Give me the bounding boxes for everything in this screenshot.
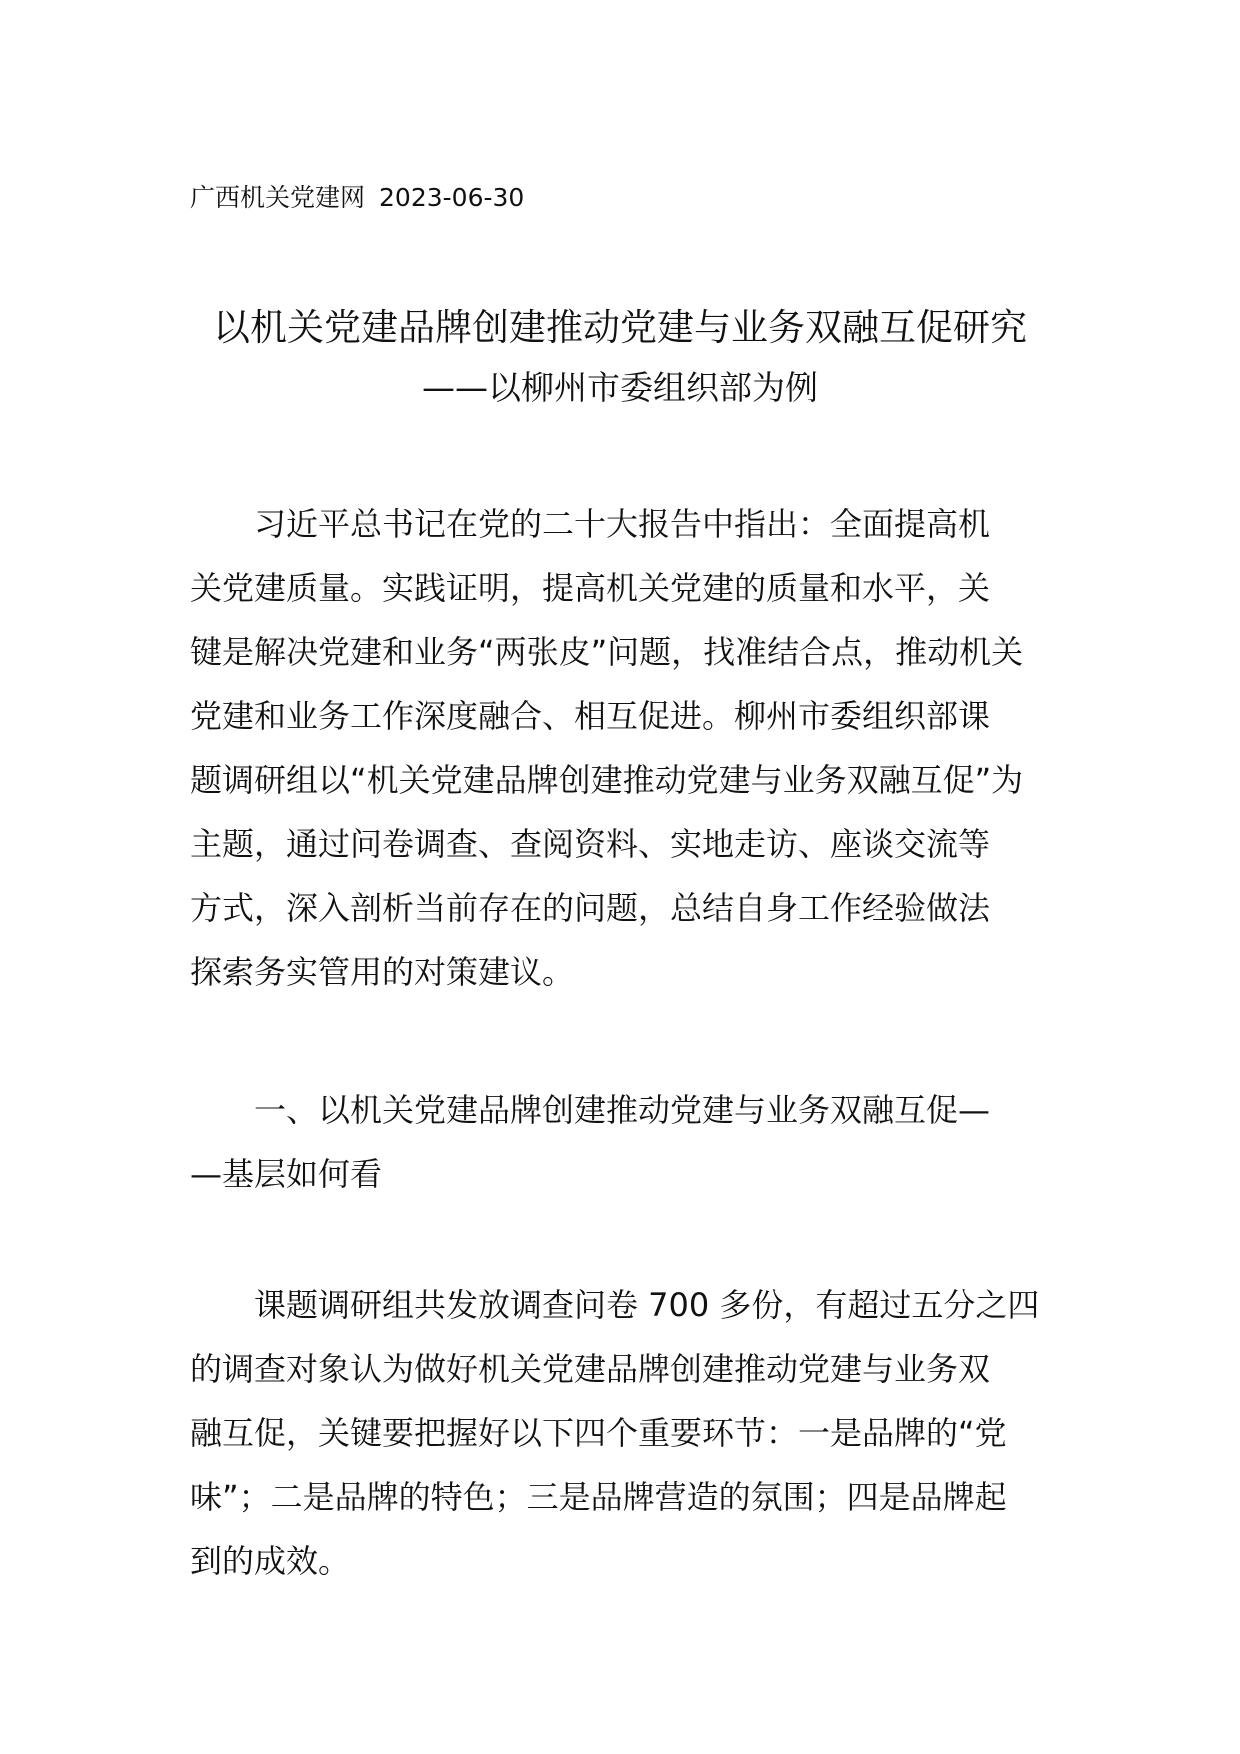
text-line: 的调查对象认为做好机关党建品牌创建推动党建与业务双 (190, 1350, 991, 1388)
text-line: 探索务实管用的对策建议。 (190, 953, 575, 991)
paragraph-intro (190, 492, 1060, 1004)
publish-date: 2023-06-30 (379, 183, 525, 212)
text-line: —基层如何看 (190, 1155, 383, 1193)
source-line (190, 180, 524, 216)
source-name: 广西机关党建网 (190, 183, 366, 212)
text-line: 主题，通过问卷调查、查阅资料、实地走访、座谈交流等 (190, 825, 991, 863)
text-line: 题调研组以“机关党建品牌创建推动党建与业务双融互促”为 (190, 761, 1024, 799)
section-heading (190, 1078, 1060, 1206)
text-line: 党建和业务工作深度融合、相互促进。柳州市委组织部课 (190, 697, 991, 735)
article-subtitle: ——以柳州市委组织部为例 (422, 368, 818, 407)
text-line: 味”；二是品牌的特色；三是品牌营造的氛围；四是品牌起 (190, 1478, 1007, 1516)
text-line: 键是解决党建和业务“两张皮”问题，找准结合点，推动机关 (190, 633, 1024, 671)
text-line: 一、以机关党建品牌创建推动党建与业务双融互促— (190, 1091, 991, 1129)
text-line: 关党建质量。实践证明，提高机关党建的质量和水平，关 (190, 569, 991, 607)
text-line: 融互促，关键要把握好以下四个重要环节：一是品牌的“党 (190, 1414, 1007, 1452)
article-title: 以机关党建品牌创建推动党建与业务双融互促研究 (213, 306, 1027, 349)
text-line: 课题调研组共发放调查问卷 700 多份，有超过五分之四 (190, 1286, 1040, 1324)
text-line: 方式，深入剖析当前存在的问题，总结自身工作经验做法 (190, 889, 991, 927)
paragraph-survey (190, 1273, 1060, 1593)
text-line: 习近平总书记在党的二十大报告中指出：全面提高机 (190, 505, 991, 543)
text-line: 到的成效。 (190, 1542, 351, 1580)
